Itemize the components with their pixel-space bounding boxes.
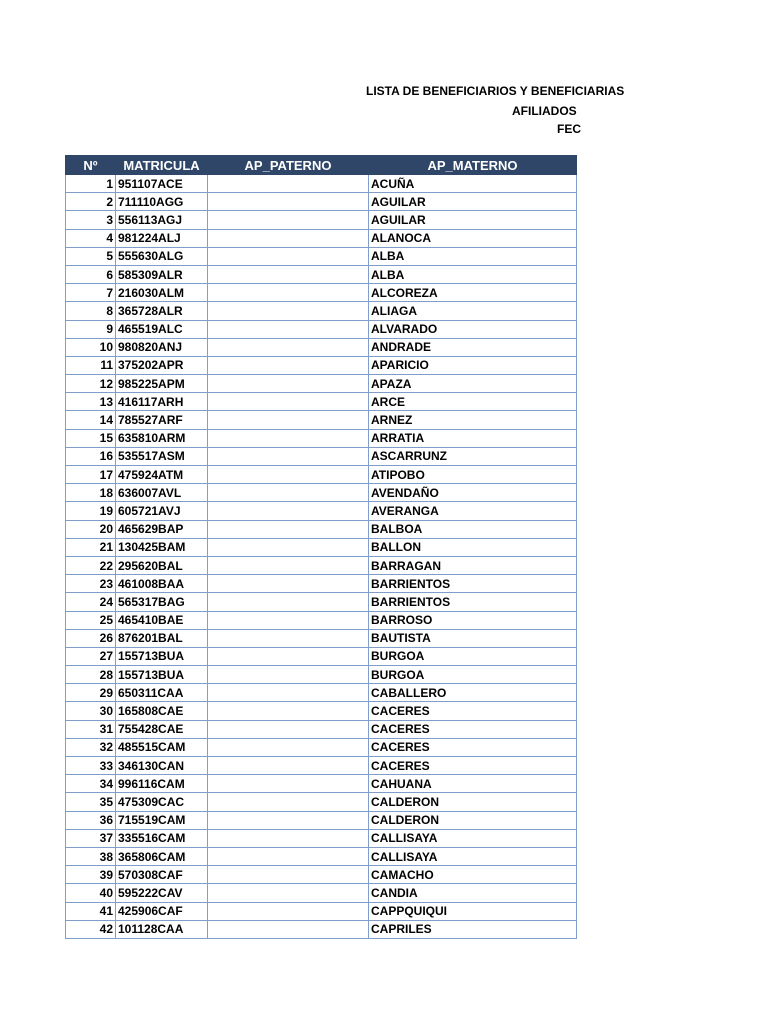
cell-matricula[interactable]: 951107ACE bbox=[116, 175, 208, 193]
cell-matricula[interactable]: 996116CAM bbox=[116, 775, 208, 793]
cell-matricula[interactable]: 461008BAA bbox=[116, 575, 208, 593]
table-row bbox=[66, 284, 577, 302]
table-row bbox=[66, 884, 577, 902]
cell-number[interactable]: 3 bbox=[66, 211, 116, 229]
cell-matricula[interactable]: 650311CAA bbox=[116, 684, 208, 702]
cell-number[interactable]: 2 bbox=[66, 193, 116, 211]
cell-number[interactable]: 15 bbox=[66, 429, 116, 447]
table-row bbox=[66, 229, 577, 247]
cell-ap-materno[interactable]: BARRIENTOS bbox=[369, 575, 577, 593]
table-row bbox=[66, 302, 577, 320]
report-subtitle: AFILIADOS bbox=[512, 104, 577, 118]
cell-number[interactable]: 40 bbox=[66, 884, 116, 902]
cell-ap-materno[interactable]: BARRAGAN bbox=[369, 556, 577, 574]
table-row bbox=[66, 484, 577, 502]
table-row bbox=[66, 193, 577, 211]
table-row bbox=[66, 811, 577, 829]
report-date-label: FEC bbox=[557, 122, 581, 136]
cell-matricula[interactable]: 465519ALC bbox=[116, 320, 208, 338]
cell-number[interactable]: 11 bbox=[66, 356, 116, 374]
beneficiaries-table bbox=[65, 155, 577, 939]
cell-number[interactable]: 1 bbox=[66, 175, 116, 193]
cell-ap-materno[interactable]: ALANOCA bbox=[369, 229, 577, 247]
cell-ap-paterno[interactable] bbox=[208, 738, 369, 756]
cell-matricula[interactable]: 475924ATM bbox=[116, 466, 208, 484]
cell-ap-paterno[interactable] bbox=[208, 375, 369, 393]
cell-ap-paterno[interactable] bbox=[208, 902, 369, 920]
table-row bbox=[66, 793, 577, 811]
cell-matricula[interactable]: 585309ALR bbox=[116, 265, 208, 283]
cell-number[interactable]: 8 bbox=[66, 302, 116, 320]
report-title: LISTA DE BENEFICIARIOS Y BENEFICIARIAS bbox=[366, 84, 625, 98]
table-row bbox=[66, 647, 577, 665]
cell-ap-paterno[interactable] bbox=[208, 429, 369, 447]
cell-ap-paterno[interactable] bbox=[208, 629, 369, 647]
table-row bbox=[66, 247, 577, 265]
cell-ap-materno[interactable]: BAUTISTA bbox=[369, 629, 577, 647]
table-row bbox=[66, 538, 577, 556]
cell-ap-materno[interactable]: BURGOA bbox=[369, 666, 577, 684]
cell-matricula[interactable]: 605721AVJ bbox=[116, 502, 208, 520]
table-row bbox=[66, 847, 577, 865]
cell-ap-materno[interactable]: CANDIA bbox=[369, 884, 577, 902]
cell-number[interactable]: 22 bbox=[66, 556, 116, 574]
cell-ap-materno[interactable]: CACERES bbox=[369, 738, 577, 756]
cell-ap-materno[interactable]: APARICIO bbox=[369, 356, 577, 374]
cell-matricula[interactable]: 785527ARF bbox=[116, 411, 208, 429]
cell-ap-paterno[interactable] bbox=[208, 175, 369, 193]
cell-ap-paterno[interactable] bbox=[208, 575, 369, 593]
cell-ap-materno[interactable]: ARRATIA bbox=[369, 429, 577, 447]
cell-number[interactable]: 31 bbox=[66, 720, 116, 738]
cell-matricula[interactable]: 425906CAF bbox=[116, 902, 208, 920]
cell-ap-paterno[interactable] bbox=[208, 447, 369, 465]
cell-ap-paterno[interactable] bbox=[208, 593, 369, 611]
cell-ap-paterno[interactable] bbox=[208, 284, 369, 302]
cell-ap-materno[interactable]: ACUÑA bbox=[369, 175, 577, 193]
cell-ap-materno[interactable]: BARRIENTOS bbox=[369, 593, 577, 611]
cell-matricula[interactable]: 375202APR bbox=[116, 356, 208, 374]
cell-number[interactable]: 14 bbox=[66, 411, 116, 429]
table-row bbox=[66, 611, 577, 629]
cell-matricula[interactable]: 555630ALG bbox=[116, 247, 208, 265]
cell-ap-materno[interactable]: ANDRADE bbox=[369, 338, 577, 356]
cell-ap-materno[interactable]: CABALLERO bbox=[369, 684, 577, 702]
cell-ap-materno[interactable]: ALIAGA bbox=[369, 302, 577, 320]
table-row bbox=[66, 320, 577, 338]
cell-ap-paterno[interactable] bbox=[208, 265, 369, 283]
cell-ap-materno[interactable]: BURGOA bbox=[369, 647, 577, 665]
cell-number[interactable]: 4 bbox=[66, 229, 116, 247]
cell-ap-paterno[interactable] bbox=[208, 684, 369, 702]
cell-ap-paterno[interactable] bbox=[208, 247, 369, 265]
cell-number[interactable]: 38 bbox=[66, 847, 116, 865]
cell-ap-materno[interactable]: CAPRILES bbox=[369, 920, 577, 938]
cell-matricula[interactable]: 755428CAE bbox=[116, 720, 208, 738]
cell-matricula[interactable]: 216030ALM bbox=[116, 284, 208, 302]
cell-matricula[interactable]: 535517ASM bbox=[116, 447, 208, 465]
cell-ap-paterno[interactable] bbox=[208, 611, 369, 629]
table-row bbox=[66, 411, 577, 429]
cell-ap-paterno[interactable] bbox=[208, 211, 369, 229]
cell-matricula[interactable]: 711110AGG bbox=[116, 193, 208, 211]
cell-number[interactable]: 42 bbox=[66, 920, 116, 938]
cell-ap-materno[interactable]: AGUILAR bbox=[369, 211, 577, 229]
cell-matricula[interactable]: 346130CAN bbox=[116, 757, 208, 775]
table-row bbox=[66, 175, 577, 193]
table-row bbox=[66, 520, 577, 538]
cell-number[interactable]: 5 bbox=[66, 247, 116, 265]
cell-ap-paterno[interactable] bbox=[208, 229, 369, 247]
column-header-ap-paterno[interactable]: AP_PATERNO bbox=[208, 156, 369, 175]
cell-ap-materno[interactable]: APAZA bbox=[369, 375, 577, 393]
table-row bbox=[66, 575, 577, 593]
cell-ap-materno[interactable]: CACERES bbox=[369, 702, 577, 720]
cell-ap-paterno[interactable] bbox=[208, 757, 369, 775]
cell-number[interactable]: 17 bbox=[66, 466, 116, 484]
table-row bbox=[66, 447, 577, 465]
cell-matricula[interactable]: 365728ALR bbox=[116, 302, 208, 320]
cell-ap-materno[interactable]: AVENDAÑO bbox=[369, 484, 577, 502]
cell-ap-paterno[interactable] bbox=[208, 411, 369, 429]
cell-ap-paterno[interactable] bbox=[208, 320, 369, 338]
cell-ap-materno[interactable]: BALLON bbox=[369, 538, 577, 556]
cell-number[interactable]: 12 bbox=[66, 375, 116, 393]
cell-number[interactable]: 32 bbox=[66, 738, 116, 756]
cell-ap-paterno[interactable] bbox=[208, 847, 369, 865]
column-header-matricula[interactable]: MATRICULA bbox=[116, 156, 208, 175]
cell-ap-paterno[interactable] bbox=[208, 866, 369, 884]
table-row bbox=[66, 684, 577, 702]
cell-matricula[interactable]: 165808CAE bbox=[116, 702, 208, 720]
cell-number[interactable]: 10 bbox=[66, 338, 116, 356]
cell-ap-paterno[interactable] bbox=[208, 647, 369, 665]
cell-ap-materno[interactable]: CALLISAYA bbox=[369, 847, 577, 865]
cell-number[interactable]: 30 bbox=[66, 702, 116, 720]
cell-ap-paterno[interactable] bbox=[208, 520, 369, 538]
cell-matricula[interactable]: 565317BAG bbox=[116, 593, 208, 611]
cell-ap-paterno[interactable] bbox=[208, 720, 369, 738]
cell-ap-paterno[interactable] bbox=[208, 884, 369, 902]
cell-number[interactable]: 9 bbox=[66, 320, 116, 338]
cell-matricula[interactable]: 475309CAC bbox=[116, 793, 208, 811]
cell-number[interactable]: 24 bbox=[66, 593, 116, 611]
table-row bbox=[66, 702, 577, 720]
table-row bbox=[66, 556, 577, 574]
cell-matricula[interactable]: 416117ARH bbox=[116, 393, 208, 411]
cell-ap-paterno[interactable] bbox=[208, 920, 369, 938]
cell-ap-materno[interactable]: BALBOA bbox=[369, 520, 577, 538]
cell-matricula[interactable]: 876201BAL bbox=[116, 629, 208, 647]
cell-number[interactable]: 16 bbox=[66, 447, 116, 465]
cell-ap-paterno[interactable] bbox=[208, 302, 369, 320]
cell-number[interactable]: 29 bbox=[66, 684, 116, 702]
cell-matricula[interactable]: 155713BUA bbox=[116, 666, 208, 684]
report-header bbox=[0, 0, 625, 150]
cell-ap-paterno[interactable] bbox=[208, 393, 369, 411]
table-row bbox=[66, 593, 577, 611]
table-row bbox=[66, 829, 577, 847]
cell-ap-materno[interactable]: BARROSO bbox=[369, 611, 577, 629]
column-header-ap-materno[interactable]: AP_MATERNO bbox=[369, 156, 577, 175]
cell-ap-paterno[interactable] bbox=[208, 775, 369, 793]
cell-matricula[interactable]: 485515CAM bbox=[116, 738, 208, 756]
column-header-number[interactable]: Nº bbox=[66, 156, 116, 175]
cell-ap-paterno[interactable] bbox=[208, 666, 369, 684]
cell-matricula[interactable]: 715519CAM bbox=[116, 811, 208, 829]
cell-number[interactable]: 39 bbox=[66, 866, 116, 884]
cell-number[interactable]: 34 bbox=[66, 775, 116, 793]
cell-matricula[interactable]: 465629BAP bbox=[116, 520, 208, 538]
cell-matricula[interactable]: 556113AGJ bbox=[116, 211, 208, 229]
cell-ap-paterno[interactable] bbox=[208, 356, 369, 374]
cell-matricula[interactable]: 365806CAM bbox=[116, 847, 208, 865]
cell-ap-materno[interactable]: CALDERON bbox=[369, 793, 577, 811]
table-row bbox=[66, 429, 577, 447]
cell-number[interactable]: 13 bbox=[66, 393, 116, 411]
table-row bbox=[66, 720, 577, 738]
table-row bbox=[66, 902, 577, 920]
table-row bbox=[66, 338, 577, 356]
cell-ap-materno[interactable]: ALVARADO bbox=[369, 320, 577, 338]
table-row bbox=[66, 666, 577, 684]
cell-ap-materno[interactable]: ARCE bbox=[369, 393, 577, 411]
cell-matricula[interactable]: 101128CAA bbox=[116, 920, 208, 938]
table-row bbox=[66, 211, 577, 229]
cell-number[interactable]: 25 bbox=[66, 611, 116, 629]
cell-ap-paterno[interactable] bbox=[208, 793, 369, 811]
cell-ap-materno[interactable]: ALBA bbox=[369, 265, 577, 283]
table-row bbox=[66, 757, 577, 775]
cell-ap-paterno[interactable] bbox=[208, 556, 369, 574]
table-row bbox=[66, 375, 577, 393]
cell-number[interactable]: 37 bbox=[66, 829, 116, 847]
cell-ap-paterno[interactable] bbox=[208, 829, 369, 847]
cell-ap-materno[interactable]: AGUILAR bbox=[369, 193, 577, 211]
cell-ap-materno[interactable]: CALDERON bbox=[369, 811, 577, 829]
cell-ap-materno[interactable]: ALBA bbox=[369, 247, 577, 265]
table-row bbox=[66, 466, 577, 484]
cell-matricula[interactable]: 595222CAV bbox=[116, 884, 208, 902]
cell-number[interactable]: 20 bbox=[66, 520, 116, 538]
table-header-row bbox=[66, 156, 577, 175]
cell-number[interactable]: 36 bbox=[66, 811, 116, 829]
cell-ap-materno[interactable]: ATIPOBO bbox=[369, 466, 577, 484]
cell-number[interactable]: 23 bbox=[66, 575, 116, 593]
cell-number[interactable]: 33 bbox=[66, 757, 116, 775]
cell-ap-materno[interactable]: CAPPQUIQUI bbox=[369, 902, 577, 920]
cell-ap-materno[interactable]: CALLISAYA bbox=[369, 829, 577, 847]
cell-matricula[interactable]: 295620BAL bbox=[116, 556, 208, 574]
cell-ap-paterno[interactable] bbox=[208, 538, 369, 556]
cell-matricula[interactable]: 636007AVL bbox=[116, 484, 208, 502]
table-row bbox=[66, 502, 577, 520]
table-row bbox=[66, 356, 577, 374]
cell-matricula[interactable]: 465410BAE bbox=[116, 611, 208, 629]
cell-ap-paterno[interactable] bbox=[208, 338, 369, 356]
cell-ap-materno[interactable]: CAMACHO bbox=[369, 866, 577, 884]
cell-number[interactable]: 27 bbox=[66, 647, 116, 665]
cell-ap-materno[interactable]: ARNEZ bbox=[369, 411, 577, 429]
cell-ap-paterno[interactable] bbox=[208, 702, 369, 720]
cell-ap-materno[interactable]: CAHUANA bbox=[369, 775, 577, 793]
cell-number[interactable]: 7 bbox=[66, 284, 116, 302]
cell-ap-materno[interactable]: ALCOREZA bbox=[369, 284, 577, 302]
cell-number[interactable]: 18 bbox=[66, 484, 116, 502]
cell-ap-materno[interactable]: CACERES bbox=[369, 720, 577, 738]
cell-number[interactable]: 35 bbox=[66, 793, 116, 811]
cell-ap-paterno[interactable] bbox=[208, 811, 369, 829]
cell-number[interactable]: 28 bbox=[66, 666, 116, 684]
cell-ap-paterno[interactable] bbox=[208, 466, 369, 484]
cell-matricula[interactable]: 130425BAM bbox=[116, 538, 208, 556]
cell-ap-paterno[interactable] bbox=[208, 502, 369, 520]
cell-matricula[interactable]: 570308CAF bbox=[116, 866, 208, 884]
cell-number[interactable]: 19 bbox=[66, 502, 116, 520]
cell-ap-materno[interactable]: AVERANGA bbox=[369, 502, 577, 520]
cell-ap-paterno[interactable] bbox=[208, 193, 369, 211]
cell-number[interactable]: 26 bbox=[66, 629, 116, 647]
cell-number[interactable]: 6 bbox=[66, 265, 116, 283]
table-row bbox=[66, 920, 577, 938]
table-row bbox=[66, 866, 577, 884]
cell-number[interactable]: 21 bbox=[66, 538, 116, 556]
cell-matricula[interactable]: 335516CAM bbox=[116, 829, 208, 847]
cell-number[interactable]: 41 bbox=[66, 902, 116, 920]
table-row bbox=[66, 775, 577, 793]
cell-matricula[interactable]: 981224ALJ bbox=[116, 229, 208, 247]
cell-matricula[interactable]: 155713BUA bbox=[116, 647, 208, 665]
table-row bbox=[66, 629, 577, 647]
table-row bbox=[66, 265, 577, 283]
cell-matricula[interactable]: 980820ANJ bbox=[116, 338, 208, 356]
cell-ap-materno[interactable]: ASCARRUNZ bbox=[369, 447, 577, 465]
cell-ap-materno[interactable]: CACERES bbox=[369, 757, 577, 775]
cell-matricula[interactable]: 985225APM bbox=[116, 375, 208, 393]
table-row bbox=[66, 393, 577, 411]
table-row bbox=[66, 738, 577, 756]
cell-matricula[interactable]: 635810ARM bbox=[116, 429, 208, 447]
cell-ap-paterno[interactable] bbox=[208, 484, 369, 502]
